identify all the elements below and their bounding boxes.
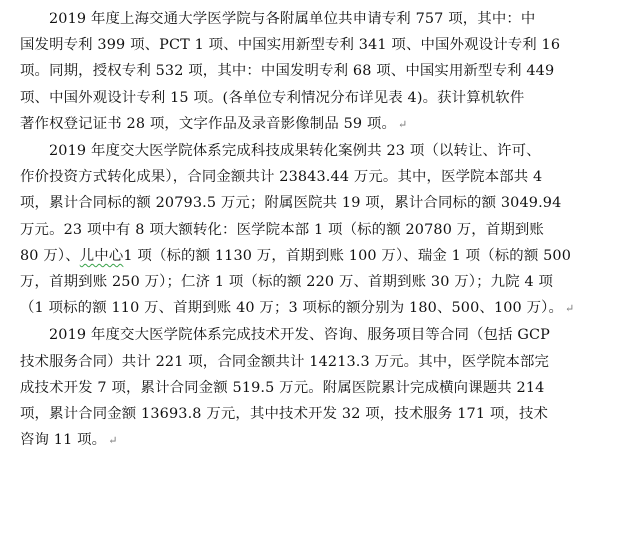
text-line: 作价投资方式转化成果），合同金额共计 23843.44 万元。其中，医学院本部共 4	[20, 169, 543, 186]
text-line: 国发明专利 399 项、PCT 1 项、中国实用新型专利 341 项、中国外观设计专利 16	[20, 37, 561, 54]
text-line: 2019 年度上海交通大学医学院与各附属单位共申请专利 757 项，其中：中	[49, 11, 536, 27]
paragraph-contracts	[20, 322, 607, 454]
text-line	[20, 111, 607, 138]
text-line: 2019 年度交大医学院体系完成科技成果转化案例共 23 项（以转让、许可、	[49, 143, 541, 160]
paragraph-mark-icon: ↵	[108, 434, 118, 448]
text-line-rest: 1 项（标的额 1130 万，首期到账 100 万）、瑞金 1 项（标的额 500	[123, 247, 572, 264]
spellcheck-word: 儿中心	[79, 247, 124, 264]
text-line: 2019 年度交大医学院体系完成技术开发、咨询、服务项目等合同（包括 GCP	[49, 327, 550, 344]
text-line: 项。同期，授权专利 532 项，其中：中国发明专利 68 项、中国实用新型专利 449	[20, 63, 555, 80]
text-line: 万元。23 项中有 8 项大额转化：医学院本部 1 项（标的额 20780 万，首期到账	[20, 221, 544, 238]
paragraph-patents	[20, 6, 607, 138]
text-line	[20, 243, 607, 269]
text-line-content: 咨询 11 项。	[20, 432, 107, 449]
text-line-content: 著作权登记证书 28 项，文字作品及录音影像制品 59 项。	[20, 115, 397, 132]
text-line: 项，累计合同金额 13693.8 万元，其中技术开发 32 项，技术服务 171 项，技术	[20, 406, 549, 423]
text-line: 项，累计合同标的额 20793.5 万元；附属医院共 19 项，累计合同标的额 3049.94	[20, 195, 562, 212]
text-line: 项、中国外观设计专利 15 项。(各单位专利情况分布详见表 4)。获计算机软件	[20, 89, 525, 106]
text-line: 成技术开发 7 项，累计合同金额 519.5 万元。附属医院累计完成横向课题共 214	[20, 379, 545, 396]
text-line	[20, 295, 607, 322]
text-line-content: （1 项标的额 110 万、首期到账 40 万；3 项标的额分别为 180、500、100 万）。	[20, 300, 564, 317]
text-line-start: 80 万）、	[20, 247, 80, 264]
paragraph-mark-icon: ↵	[565, 302, 575, 316]
text-line: 万，首期到账 250 万）；仁济 1 项（标的额 220 万、首期到账 30 万）；九院 4 项	[20, 274, 554, 291]
paragraph-mark-icon: ↵	[398, 117, 408, 131]
text-line: 技术服务合同）共计 221 项，合同金额共计 14213.3 万元。其中，医学院本部完	[20, 353, 550, 370]
text-line	[20, 427, 607, 454]
paragraph-tech-transfer	[20, 138, 607, 322]
